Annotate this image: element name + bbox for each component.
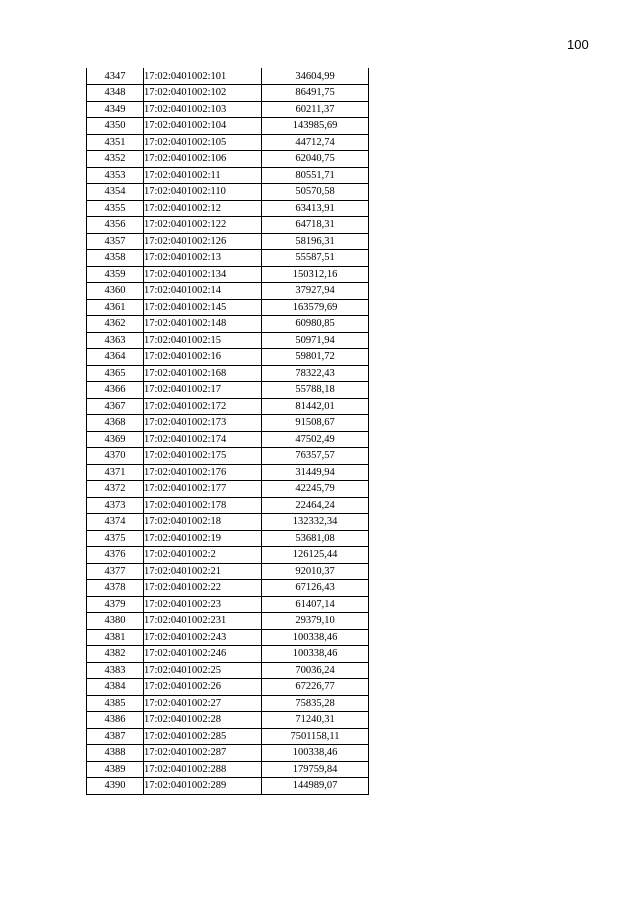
cadastral-number-cell: 17:02:0401002:104 [144,118,262,135]
cadastral-value-cell: 60980,85 [262,316,369,333]
cadastral-number-cell: 17:02:0401002:246 [144,646,262,663]
cadastral-number-cell: 17:02:0401002:14 [144,283,262,300]
cadastral-number-cell: 17:02:0401002:289 [144,778,262,795]
table-row [87,101,369,118]
table-row [87,266,369,283]
table-row [87,85,369,102]
cadastral-number-cell: 17:02:0401002:177 [144,481,262,498]
cadastral-value-cell: 80551,71 [262,167,369,184]
cadastral-number-cell: 17:02:0401002:231 [144,613,262,630]
cadastral-value-cell: 92010,37 [262,563,369,580]
row-number-cell: 4370 [87,448,144,465]
row-number-cell: 4364 [87,349,144,366]
row-number-cell: 4384 [87,679,144,696]
row-number-cell: 4349 [87,101,144,118]
cadastral-number-cell: 17:02:0401002:28 [144,712,262,729]
row-number-cell: 4363 [87,332,144,349]
row-number-cell: 4367 [87,398,144,415]
cadastral-number-cell: 17:02:0401002:148 [144,316,262,333]
cadastral-number-cell: 17:02:0401002:176 [144,464,262,481]
row-number-cell: 4368 [87,415,144,432]
cadastral-number-cell: 17:02:0401002:288 [144,761,262,778]
row-number-cell: 4379 [87,596,144,613]
table-row [87,134,369,151]
table-row [87,415,369,432]
row-number-cell: 4360 [87,283,144,300]
cadastral-number-cell: 17:02:0401002:16 [144,349,262,366]
cadastral-value-cell: 59801,72 [262,349,369,366]
row-number-cell: 4383 [87,662,144,679]
row-number-cell: 4356 [87,217,144,234]
table-row [87,712,369,729]
table-row [87,283,369,300]
cadastral-number-cell: 17:02:0401002:172 [144,398,262,415]
table-row [87,646,369,663]
cadastral-value-cell: 7501158,11 [262,728,369,745]
row-number-cell: 4387 [87,728,144,745]
cadastral-value-cell: 143985,69 [262,118,369,135]
cadastral-number-cell: 17:02:0401002:243 [144,629,262,646]
cadastral-number-cell: 17:02:0401002:27 [144,695,262,712]
row-number-cell: 4353 [87,167,144,184]
cadastral-number-cell: 17:02:0401002:174 [144,431,262,448]
cadastral-number-cell: 17:02:0401002:102 [144,85,262,102]
table-row [87,745,369,762]
table-row [87,728,369,745]
cadastral-number-cell: 17:02:0401002:175 [144,448,262,465]
row-number-cell: 4381 [87,629,144,646]
cadastral-number-cell: 17:02:0401002:106 [144,151,262,168]
cadastral-value-cell: 71240,31 [262,712,369,729]
row-number-cell: 4374 [87,514,144,531]
cadastral-number-cell: 17:02:0401002:134 [144,266,262,283]
row-number-cell: 4361 [87,299,144,316]
cadastral-number-cell: 17:02:0401002:173 [144,415,262,432]
table-row [87,514,369,531]
table-row [87,464,369,481]
cadastral-value-cell: 91508,67 [262,415,369,432]
cadastral-number-cell: 17:02:0401002:126 [144,233,262,250]
cadastral-value-cell: 144989,07 [262,778,369,795]
cadastral-number-cell: 17:02:0401002:168 [144,365,262,382]
cadastral-value-cell: 75835,28 [262,695,369,712]
table-row [87,167,369,184]
table-row [87,481,369,498]
table-row [87,662,369,679]
table-row [87,250,369,267]
row-number-cell: 4354 [87,184,144,201]
cadastral-value-table [86,68,369,795]
cadastral-value-cell: 55587,51 [262,250,369,267]
cadastral-value-cell: 50971,94 [262,332,369,349]
row-number-cell: 4382 [87,646,144,663]
cadastral-number-cell: 17:02:0401002:22 [144,580,262,597]
cadastral-value-cell: 76357,57 [262,448,369,465]
table-row [87,184,369,201]
cadastral-value-cell: 37927,94 [262,283,369,300]
cadastral-number-cell: 17:02:0401002:25 [144,662,262,679]
row-number-cell: 4388 [87,745,144,762]
cadastral-number-cell: 17:02:0401002:23 [144,596,262,613]
row-number-cell: 4369 [87,431,144,448]
cadastral-value-cell: 179759,84 [262,761,369,778]
table-row [87,398,369,415]
row-number-cell: 4355 [87,200,144,217]
cadastral-value-cell: 62040,75 [262,151,369,168]
table-body [87,68,369,794]
cadastral-number-cell: 17:02:0401002:18 [144,514,262,531]
cadastral-number-cell: 17:02:0401002:110 [144,184,262,201]
row-number-cell: 4357 [87,233,144,250]
cadastral-number-cell: 17:02:0401002:21 [144,563,262,580]
cadastral-number-cell: 17:02:0401002:2 [144,547,262,564]
cadastral-value-cell: 44712,74 [262,134,369,151]
cadastral-value-cell: 126125,44 [262,547,369,564]
cadastral-number-cell: 17:02:0401002:122 [144,217,262,234]
cadastral-value-cell: 22464,24 [262,497,369,514]
cadastral-value-cell: 42245,79 [262,481,369,498]
cadastral-value-cell: 100338,46 [262,629,369,646]
cadastral-value-cell: 150312,16 [262,266,369,283]
cadastral-value-cell: 70036,24 [262,662,369,679]
cadastral-value-cell: 67126,43 [262,580,369,597]
row-number-cell: 4376 [87,547,144,564]
row-number-cell: 4358 [87,250,144,267]
table-row [87,629,369,646]
row-number-cell: 4389 [87,761,144,778]
cadastral-value-cell: 163579,69 [262,299,369,316]
table-row [87,679,369,696]
row-number-cell: 4352 [87,151,144,168]
cadastral-value-cell: 55788,18 [262,382,369,399]
cadastral-number-cell: 17:02:0401002:12 [144,200,262,217]
row-number-cell: 4377 [87,563,144,580]
cadastral-number-cell: 17:02:0401002:17 [144,382,262,399]
cadastral-value-cell: 86491,75 [262,85,369,102]
row-number-cell: 4359 [87,266,144,283]
table-row [87,200,369,217]
row-number-cell: 4348 [87,85,144,102]
table-row [87,332,369,349]
cadastral-number-cell: 17:02:0401002:178 [144,497,262,514]
table-row [87,217,369,234]
table-row [87,365,369,382]
cadastral-value-cell: 34604,99 [262,68,369,85]
row-number-cell: 4362 [87,316,144,333]
cadastral-number-cell: 17:02:0401002:11 [144,167,262,184]
row-number-cell: 4347 [87,68,144,85]
row-number-cell: 4373 [87,497,144,514]
row-number-cell: 4375 [87,530,144,547]
cadastral-value-cell: 67226,77 [262,679,369,696]
cadastral-value-cell: 81442,01 [262,398,369,415]
row-number-cell: 4386 [87,712,144,729]
cadastral-value-cell: 63413,91 [262,200,369,217]
table-row [87,349,369,366]
cadastral-value-cell: 78322,43 [262,365,369,382]
table-row [87,497,369,514]
row-number-cell: 4378 [87,580,144,597]
cadastral-value-cell: 64718,31 [262,217,369,234]
row-number-cell: 4351 [87,134,144,151]
table-row [87,778,369,795]
table-row [87,695,369,712]
row-number-cell: 4372 [87,481,144,498]
cadastral-number-cell: 17:02:0401002:145 [144,299,262,316]
row-number-cell: 4371 [87,464,144,481]
cadastral-number-cell: 17:02:0401002:13 [144,250,262,267]
row-number-cell: 4385 [87,695,144,712]
row-number-cell: 4380 [87,613,144,630]
table-row [87,118,369,135]
cadastral-value-cell: 47502,49 [262,431,369,448]
table-row [87,299,369,316]
row-number-cell: 4390 [87,778,144,795]
cadastral-value-cell: 31449,94 [262,464,369,481]
cadastral-number-cell: 17:02:0401002:101 [144,68,262,85]
table-row [87,382,369,399]
cadastral-value-cell: 58196,31 [262,233,369,250]
row-number-cell: 4365 [87,365,144,382]
cadastral-value-cell: 100338,46 [262,745,369,762]
cadastral-number-cell: 17:02:0401002:105 [144,134,262,151]
row-number-cell: 4350 [87,118,144,135]
cadastral-value-cell: 60211,37 [262,101,369,118]
table-row [87,580,369,597]
cadastral-number-cell: 17:02:0401002:26 [144,679,262,696]
cadastral-value-cell: 50570,58 [262,184,369,201]
table-row [87,530,369,547]
table-row [87,233,369,250]
table-row [87,596,369,613]
cadastral-number-cell: 17:02:0401002:19 [144,530,262,547]
cadastral-value-cell: 132332,34 [262,514,369,531]
cadastral-number-cell: 17:02:0401002:103 [144,101,262,118]
table-row [87,547,369,564]
cadastral-number-cell: 17:02:0401002:285 [144,728,262,745]
table-row [87,316,369,333]
row-number-cell: 4366 [87,382,144,399]
table-row [87,151,369,168]
cadastral-value-cell: 61407,14 [262,596,369,613]
table-row [87,448,369,465]
table-row [87,613,369,630]
cadastral-value-cell: 29379,10 [262,613,369,630]
cadastral-value-cell: 100338,46 [262,646,369,663]
cadastral-value-cell: 53681,08 [262,530,369,547]
cadastral-number-cell: 17:02:0401002:15 [144,332,262,349]
table-row [87,68,369,85]
table-row [87,761,369,778]
page-number: 100 [567,37,589,52]
table-row [87,563,369,580]
cadastral-number-cell: 17:02:0401002:287 [144,745,262,762]
table-row [87,431,369,448]
